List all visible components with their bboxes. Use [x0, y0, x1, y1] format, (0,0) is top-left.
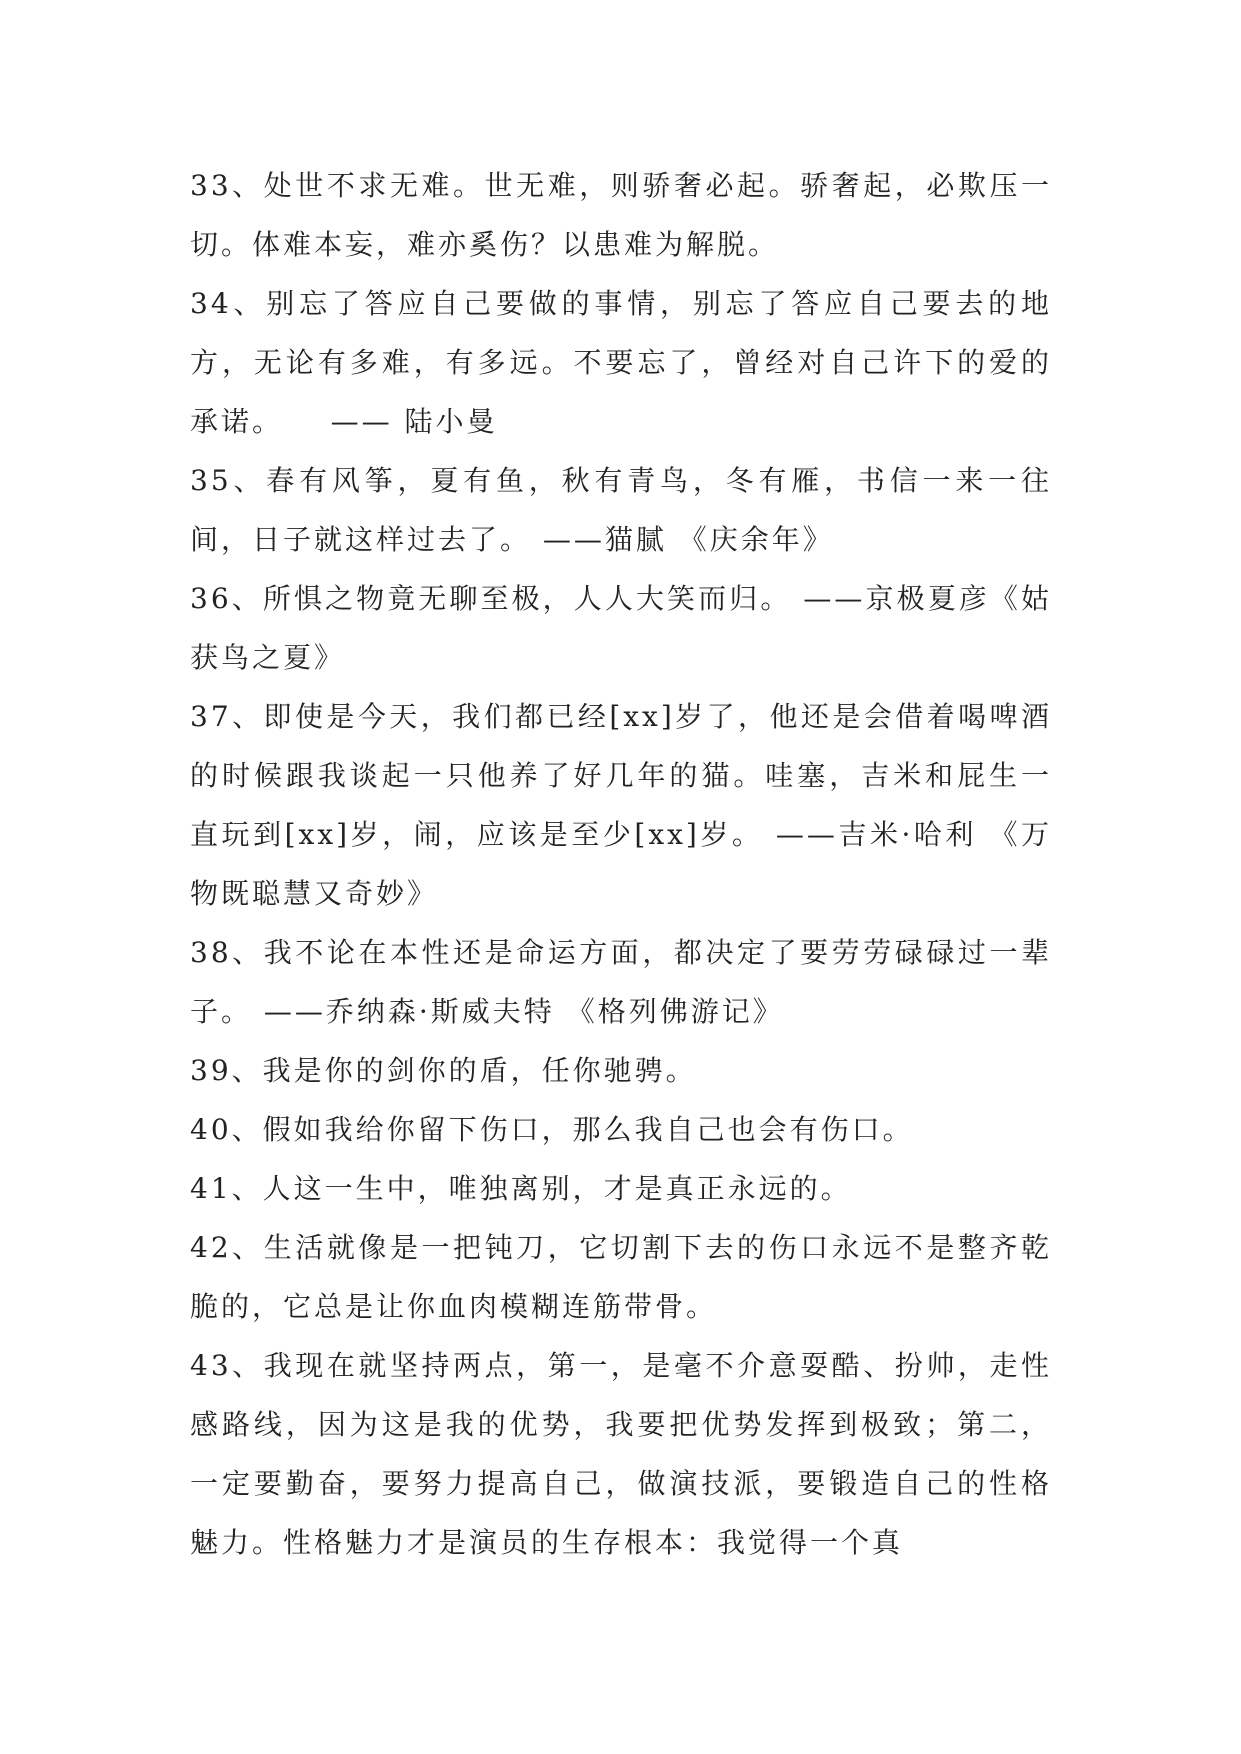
quote-36: 36、所惧之物竟无聊至极，人人大笑而归。 ——京极夏彦《姑获鸟之夏》: [190, 582, 1052, 674]
quote-38: 38、我不论在本性还是命运方面，都决定了要劳劳碌碌过一辈子。 ——乔纳森·斯威夫特 《格列佛游记》: [190, 936, 1052, 1028]
quote-33: 33、处世不求无难。世无难，则骄奢必起。骄奢起，必欺压一切。体难本妄，难亦奚伤？以患难为解脱。: [190, 169, 1052, 261]
quote-37: 37、即使是今天，我们都已经[xx]岁了，他还是会借着喝啤酒的时候跟我谈起一只他养了好几年的猫。哇塞，吉米和屁生一直玩到[xx]岁，闹，应该是至少[xx]岁。 ——吉米·哈利 《万物既聪慧又奇妙》: [190, 700, 1052, 910]
document-body: [190, 156, 1052, 1572]
quote-42: 42、生活就像是一把钝刀，它切割下去的伤口永远不是整齐乾脆的，它总是让你血肉模糊连筋带骨。: [190, 1231, 1052, 1323]
quote-34: 34、别忘了答应自己要做的事情，别忘了答应自己要去的地方，无论有多难，有多远。不要忘了，曾经对自己许下的爱的承诺。 —— 陆小曼: [190, 287, 1052, 438]
quote-41: 41、人这一生中，唯独离别，才是真正永远的。: [190, 1172, 852, 1205]
quote-40: 40、假如我给你留下伤口，那么我自己也会有伤口。: [190, 1113, 914, 1146]
quote-43: 43、我现在就坚持两点，第一，是毫不介意耍酷、扮帅，走性感路线，因为这是我的优势，我要把优势发挥到极致；第二，一定要勤奋，要努力提高自己，做演技派，要锻造自己的性格魅力。性格魅力才是演员的生存根本：我觉得一个真: [190, 1349, 1052, 1559]
quote-35: 35、春有风筝，夏有鱼，秋有青鸟，冬有雁，书信一来一往间，日子就这样过去了。 ——猫腻 《庆余年》: [190, 464, 1052, 556]
quote-39: 39、我是你的剑你的盾，任你驰骋。: [190, 1054, 697, 1087]
